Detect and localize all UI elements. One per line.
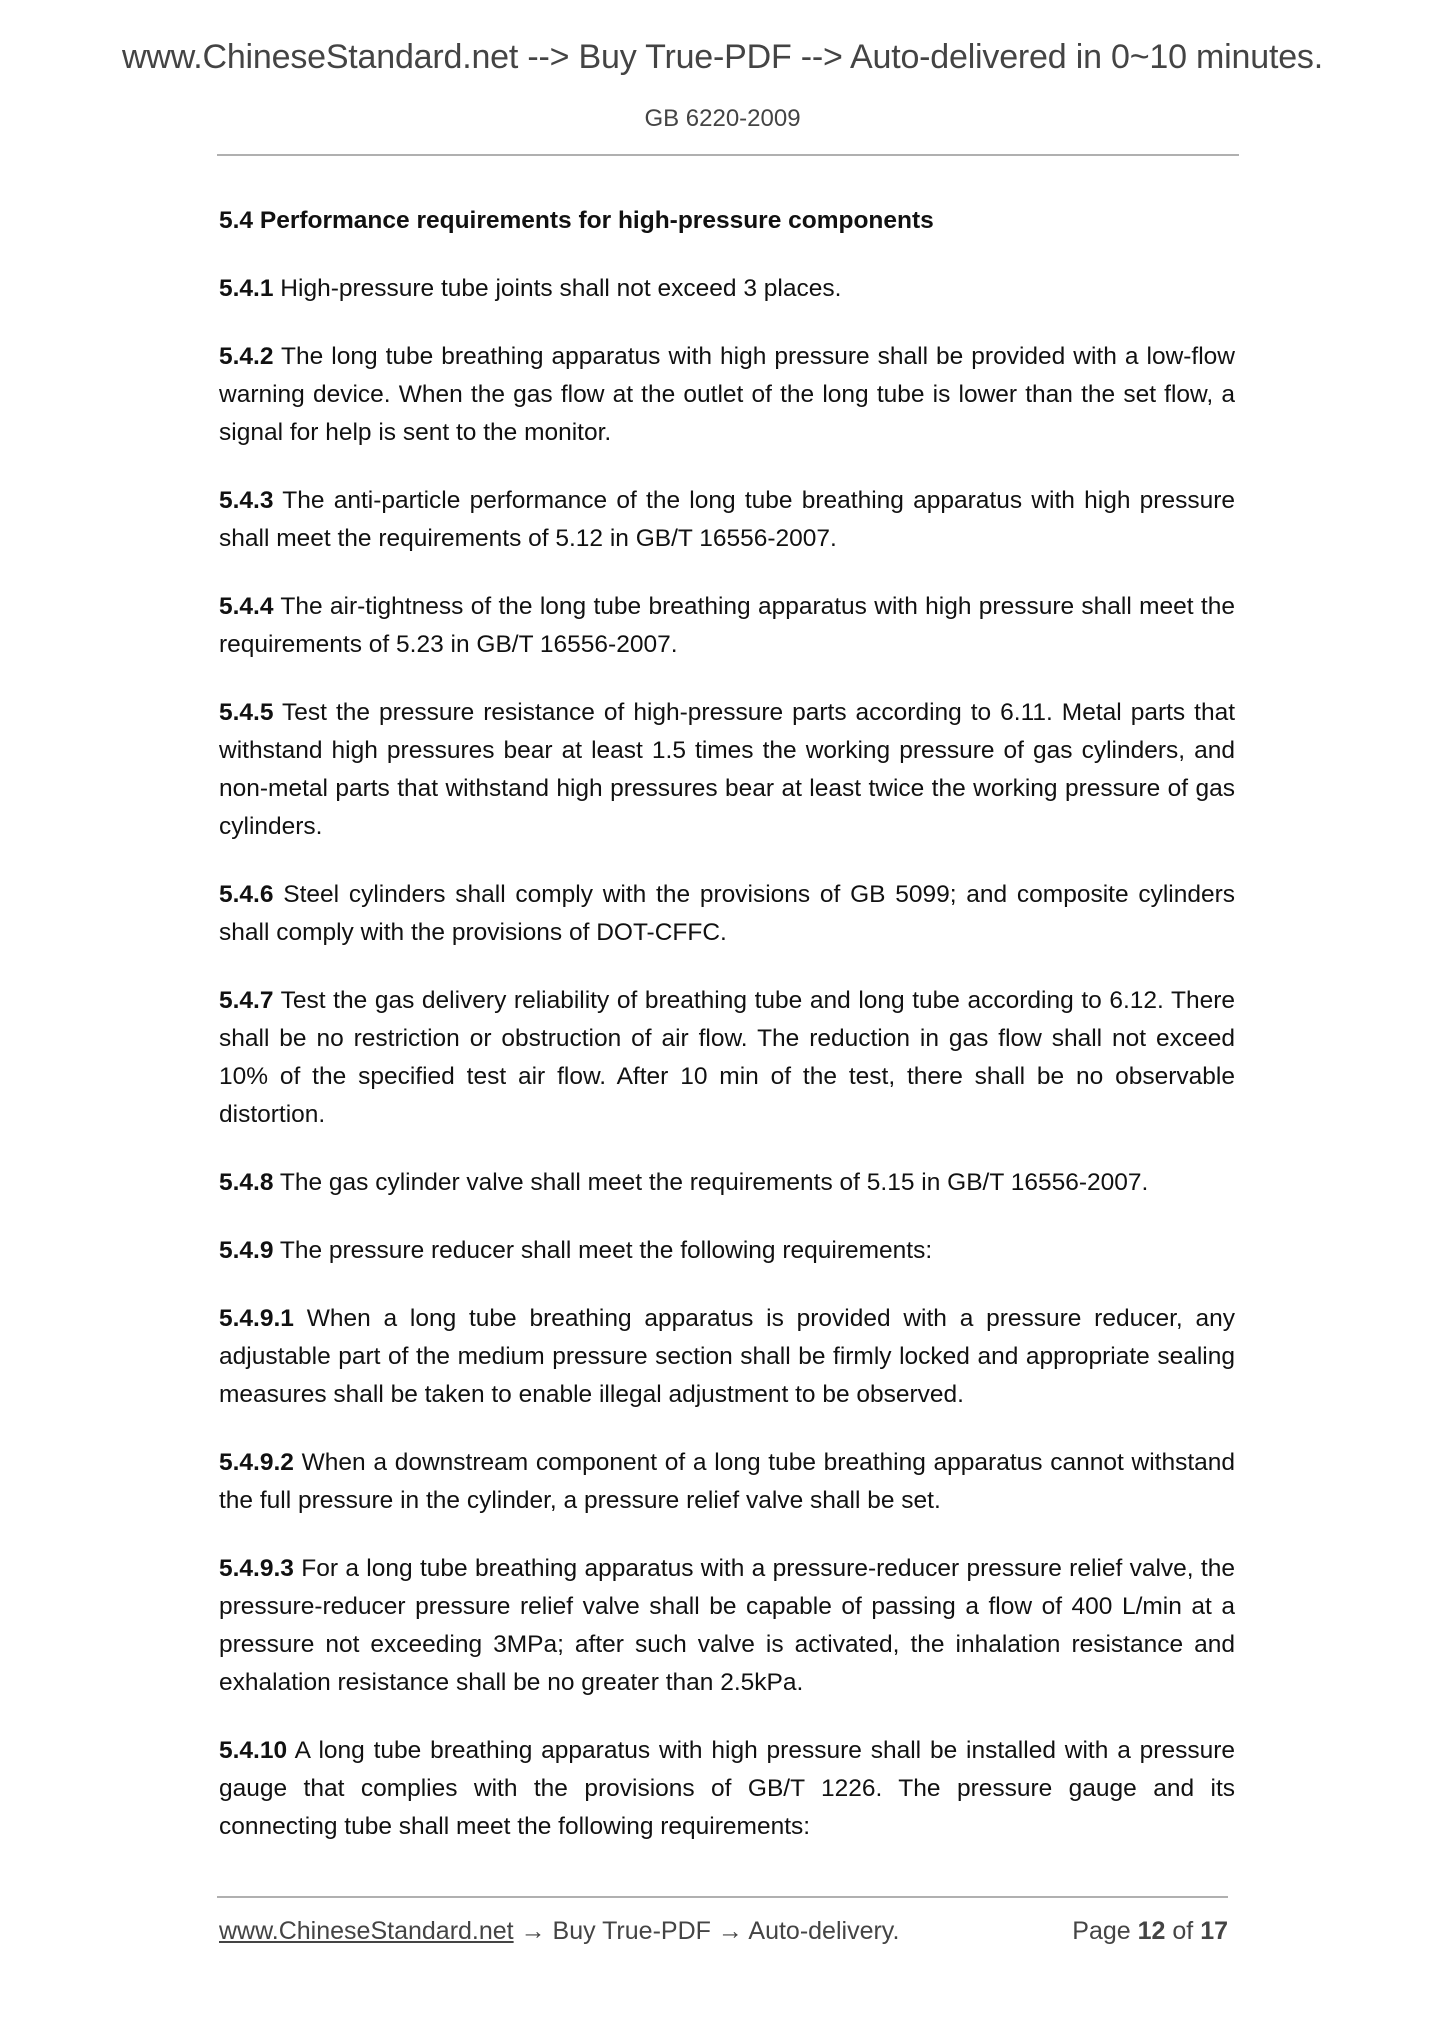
clause xyxy=(219,1164,1235,1202)
clause-text: Test the gas delivery reliability of breathing tube and long tube according to 6.12. There shall be no restriction or obstruction of air flow. The reduction in gas flow shall not exceed 10% of the specified test air flow. After 10 min of the test, there shall be no observable distortion. xyxy=(219,987,1235,1128)
clause-text: The long tube breathing apparatus with high pressure shall be provided with a low-flow warning device. When the gas flow at the outlet of the long tube is lower than the set flow, a signal for help is sent to the monitor. xyxy=(219,343,1235,446)
clause-text: When a downstream component of a long tube breathing apparatus cannot withstand the full pressure in the cylinder, a pressure relief valve shall be set. xyxy=(219,1449,1235,1514)
clause xyxy=(219,1732,1235,1846)
clause xyxy=(219,1300,1235,1414)
clause-text: The gas cylinder valve shall meet the requirements of 5.15 in GB/T 16556-2007. xyxy=(273,1169,1149,1196)
footer-trail: → Buy True-PDF → Auto-delivery. xyxy=(513,1917,900,1945)
clause xyxy=(219,588,1235,664)
clause xyxy=(219,270,1235,308)
clause xyxy=(219,1550,1235,1702)
clause-number: 5.4.1 xyxy=(219,275,274,302)
page-label: Page xyxy=(1072,1917,1138,1945)
page-total: 17 xyxy=(1200,1917,1228,1945)
clause-number: 5.4.2 xyxy=(219,343,274,370)
clause-text: Test the pressure resistance of high-pressure parts according to 6.11. Metal parts that withstand high pressures bear at least 1.5 times the working pressure of gas cylinders, and non-metal parts that withstand high pressures bear at least twice the working pressure of gas cylinders. xyxy=(219,699,1235,840)
clause-number: 5.4.9.2 xyxy=(219,1449,294,1476)
clause-text: A long tube breathing apparatus with high pressure shall be installed with a pressure gauge that complies with the provisions of GB/T 1226. The pressure gauge and its connecting tube shall meet the following requirements: xyxy=(219,1737,1235,1840)
clause-text: The anti-particle performance of the long tube breathing apparatus with high pressure shall meet the requirements of 5.12 in GB/T 16556-2007. xyxy=(219,487,1235,552)
standard-number: GB 6220-2009 xyxy=(644,105,801,132)
clause-text: The pressure reducer shall meet the following requirements: xyxy=(273,1237,933,1264)
clause xyxy=(219,1232,1235,1270)
clause-number: 5.4.9 xyxy=(219,1237,274,1264)
of-label: of xyxy=(1165,1917,1201,1945)
footer-site-link[interactable]: www.ChineseStandard.net xyxy=(219,1917,514,1945)
page-indicator xyxy=(1072,1917,1228,1946)
clause xyxy=(219,876,1235,952)
header-banner: www.ChineseStandard.net --> Buy True-PDF --> Auto-delivered in 0~10 minutes. xyxy=(122,38,1323,76)
clause-text: For a long tube breathing apparatus with a pressure-reducer pressure relief valve, the pressure-reducer pressure relief valve shall be capable of passing a flow of 400 L/min at a pressure not exceeding 3MPa; after such valve is activated, the inhalation resistance and exhalation resistance shall be no greater than 2.5kPa. xyxy=(219,1555,1235,1696)
clause-number: 5.4.9.1 xyxy=(219,1305,294,1332)
clause-text: The air-tightness of the long tube breathing apparatus with high pressure shall meet the requirements of 5.23 in GB/T 16556-2007. xyxy=(219,593,1235,658)
page-current: 12 xyxy=(1137,1917,1166,1945)
clause xyxy=(219,1444,1235,1520)
clause xyxy=(219,482,1235,558)
clause-number: 5.4.3 xyxy=(219,487,274,514)
header-divider xyxy=(217,154,1239,156)
clause-list xyxy=(219,270,1235,1846)
clause-text: When a long tube breathing apparatus is provided with a pressure reducer, any adjustable part of the medium pressure section shall be firmly locked and appropriate sealing measures shall be taken to enable illegal adjustment to be observed. xyxy=(219,1305,1235,1408)
clause-number: 5.4.8 xyxy=(219,1169,274,1196)
footer-divider xyxy=(217,1896,1228,1898)
document-body xyxy=(219,202,1235,1876)
clause-text: Steel cylinders shall comply with the provisions of GB 5099; and composite cylinders shall comply with the provisions of DOT-CFFC. xyxy=(219,881,1235,946)
clause-text: High-pressure tube joints shall not exceed 3 places. xyxy=(273,275,842,302)
clause-number: 5.4.10 xyxy=(219,1737,288,1764)
section-heading: 5.4 Performance requirements for high-pressure components xyxy=(219,207,934,234)
clause-number: 5.4.6 xyxy=(219,881,274,908)
clause-number: 5.4.4 xyxy=(219,593,274,620)
clause-number: 5.4.9.3 xyxy=(219,1555,294,1582)
footer xyxy=(219,1917,1228,1946)
clause xyxy=(219,982,1235,1134)
clause-number: 5.4.5 xyxy=(219,699,274,726)
clause xyxy=(219,338,1235,452)
clause xyxy=(219,694,1235,846)
clause-number: 5.4.7 xyxy=(219,987,274,1014)
